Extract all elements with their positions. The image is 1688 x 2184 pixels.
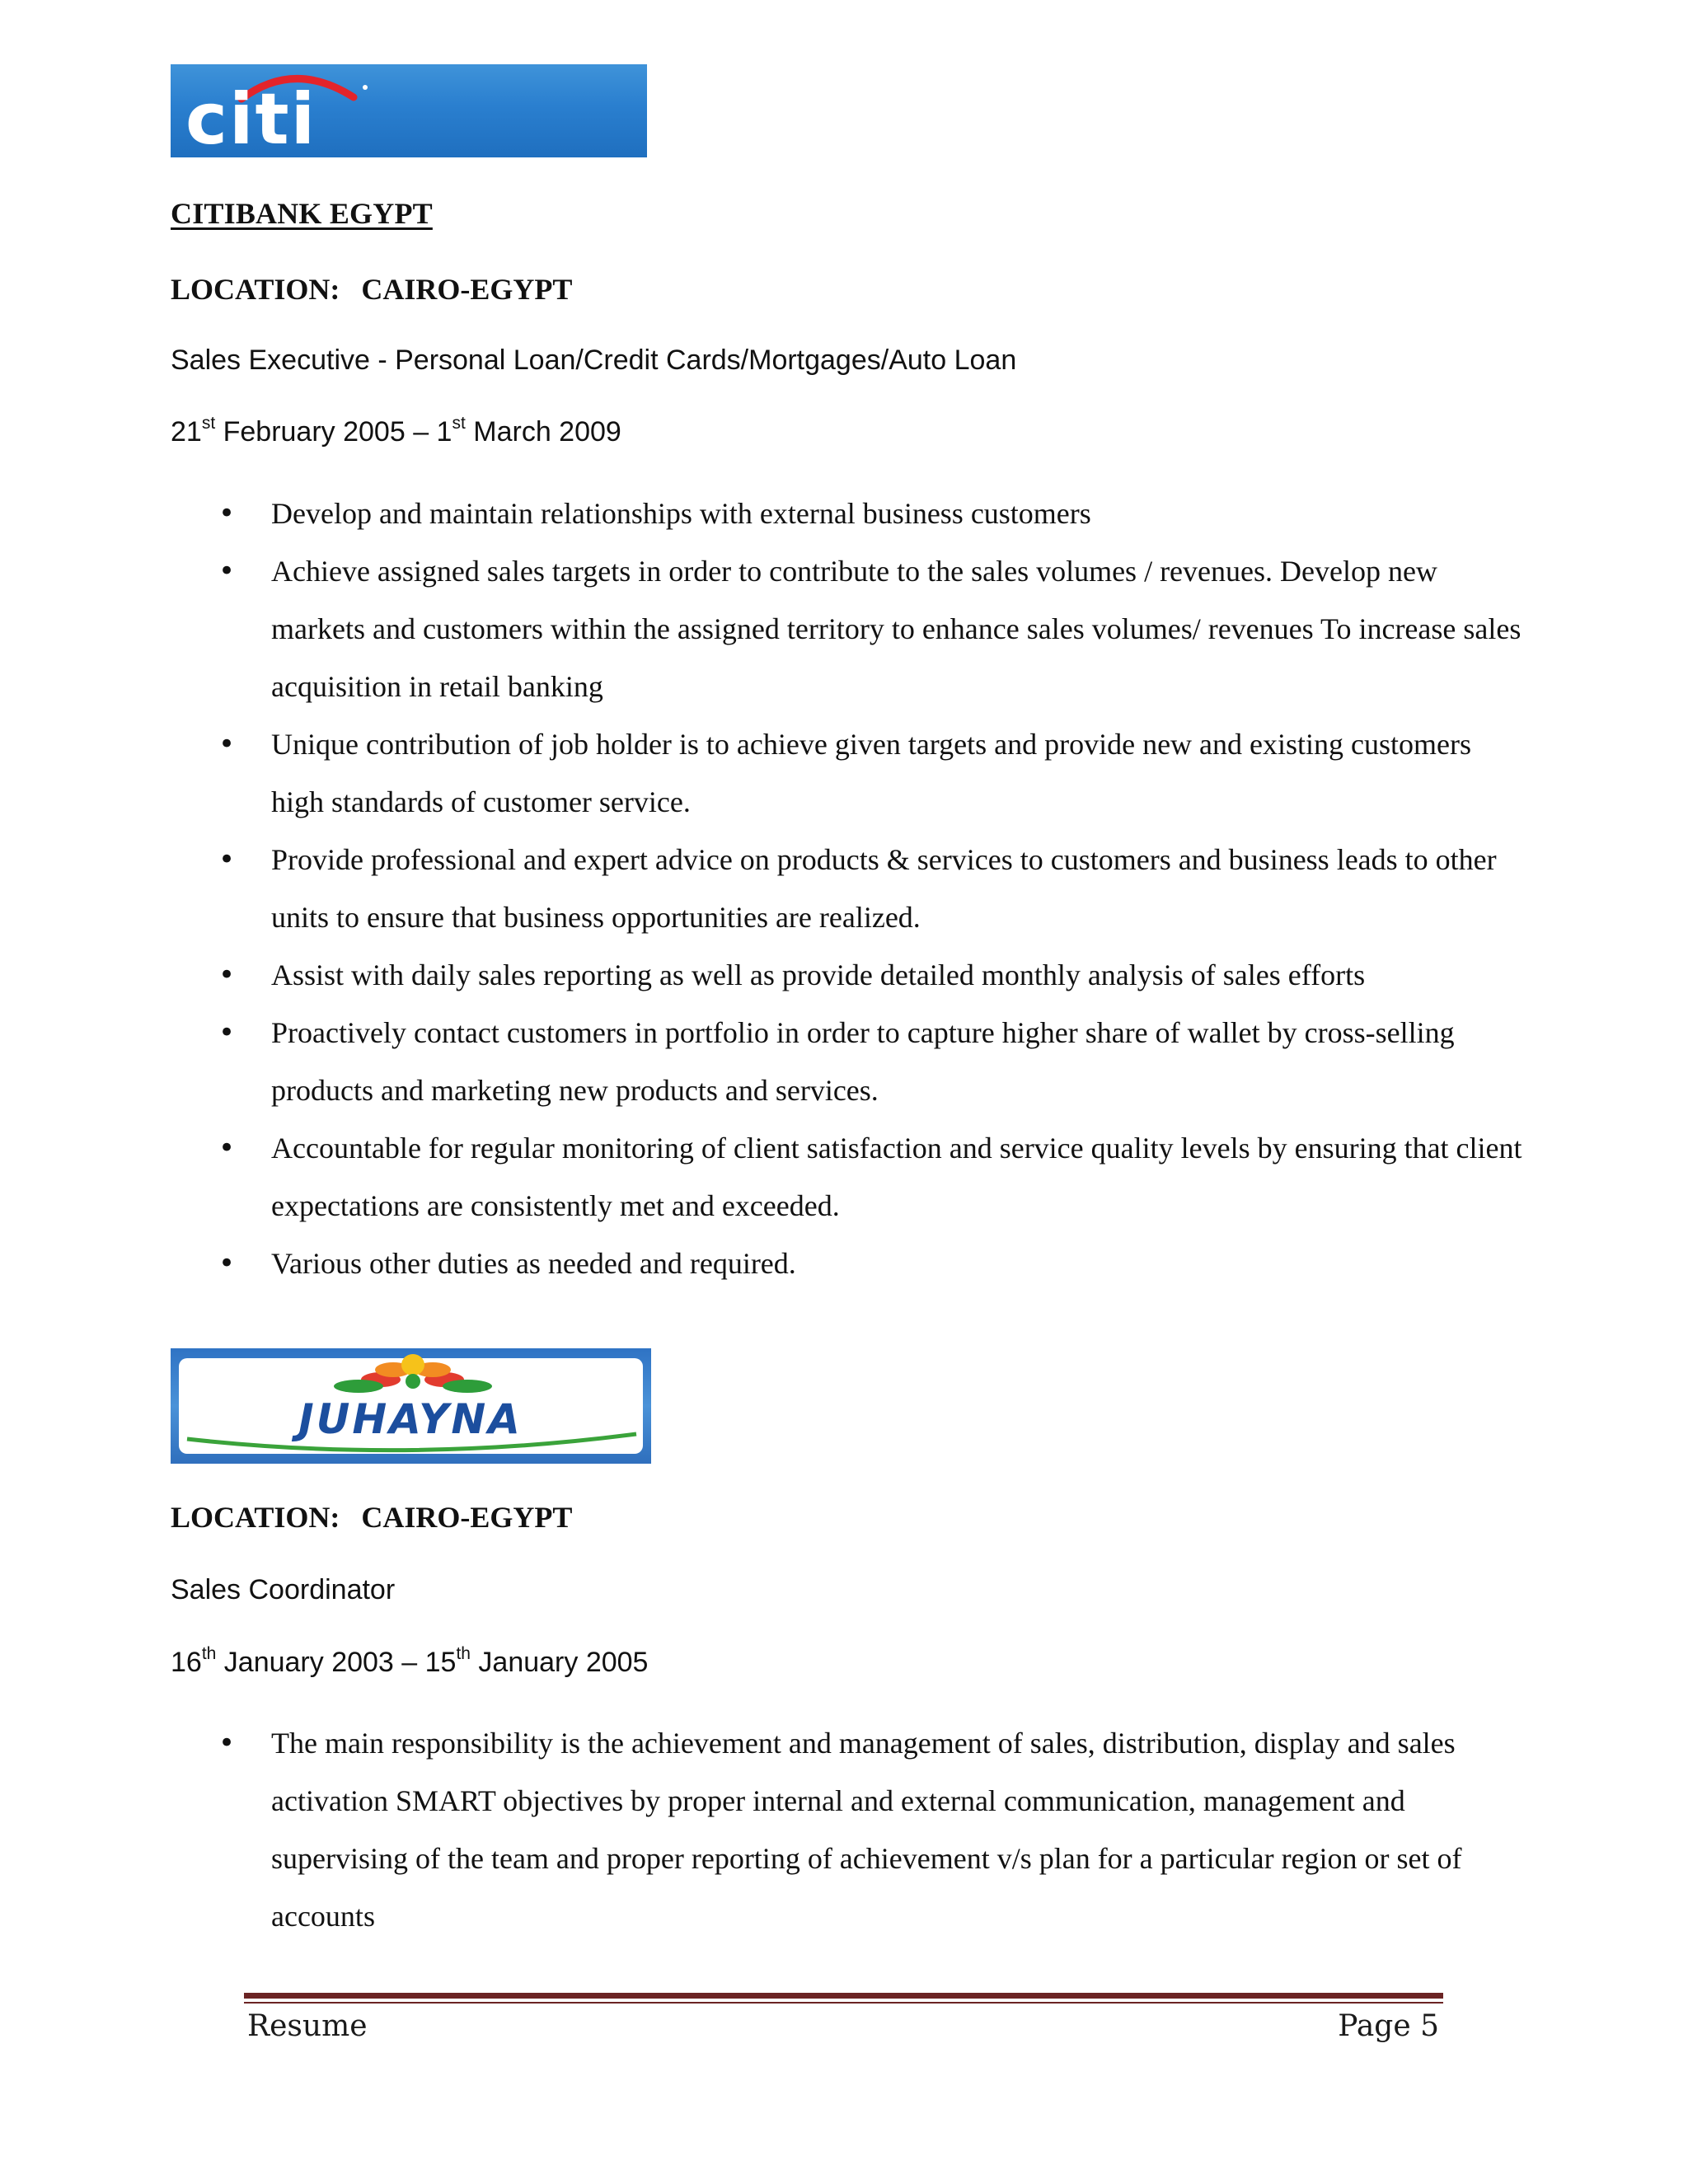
- citi-wordmark: citi: [185, 78, 317, 157]
- job-title-juhayna: Sales Coordinator: [171, 1574, 396, 1605]
- date-start-suffix: th: [201, 1644, 217, 1663]
- list-item: • Achieve assigned sales targets in order to contribute to the sales volumes / revenues. Develop new markets and customers within the assigned territory to enhance sales volumes/ revenues To increase sales acquisition in retail banking: [171, 542, 1522, 715]
- list-item: • Various other duties as needed and required.: [171, 1235, 1522, 1292]
- list-item: • Unique contribution of job holder is to achieve given targets and provide new and existing customers high standards of customer service.: [171, 715, 1522, 831]
- footer-divider-thin: [244, 2002, 1443, 2004]
- date-start-day: 21: [171, 416, 202, 448]
- date-start-suffix: st: [201, 414, 216, 433]
- location-label: LOCATION:: [171, 273, 340, 306]
- juhayna-logo: [171, 1348, 651, 1464]
- date-start-day: 16: [171, 1647, 202, 1678]
- juhayna-wordmark: JUHAYNA: [298, 1395, 523, 1443]
- list-item: • Proactively contact customers in portfolio in order to capture higher share of wallet by cross-selling products and marketing new products and services.: [171, 1004, 1522, 1119]
- company-name-citibank: CITIBANK EGYPT: [171, 197, 433, 230]
- location-value: CAIRO-EGYPT: [361, 1501, 573, 1534]
- list-item: • Develop and maintain relationships with external business customers: [171, 485, 1522, 542]
- date-end-suffix: th: [456, 1644, 471, 1663]
- date-end-suffix: st: [452, 414, 466, 433]
- location-citibank: [171, 272, 572, 307]
- date-range-juhayna: [171, 1644, 649, 1679]
- footer-page-number: Page 5: [1338, 2009, 1439, 2043]
- footer-divider: [244, 1993, 1443, 1999]
- job-title-citibank: Sales Executive - Personal Loan/Credit Cards/Mortgages/Auto Loan: [171, 344, 1017, 376]
- list-item: • Accountable for regular monitoring of client satisfaction and service quality levels by ensuring that client expectations are consistently met and exceeded.: [171, 1119, 1522, 1235]
- list-item: • The main responsibility is the achievement and management of sales, distribution, display and sales activation SMART objectives by proper internal and external communication, management and supervising of the team and proper reporting of achievement v/s plan for a particular region or set of accounts: [171, 1714, 1522, 1945]
- footer-document-label: Resume: [247, 2009, 368, 2043]
- juhayna-logo-graphic: [171, 1348, 651, 1464]
- location-label: LOCATION:: [171, 1501, 340, 1534]
- date-end-rest: January 2005: [470, 1647, 649, 1678]
- location-juhayna: [171, 1500, 572, 1535]
- responsibilities-list-citibank: [171, 485, 1522, 1292]
- citi-logo-graphic: [171, 64, 647, 157]
- citi-registered-mark: [363, 85, 368, 90]
- date-range-citibank: [171, 416, 621, 448]
- citi-logo: [171, 64, 647, 157]
- date-start-rest: February 2005 – 1: [215, 416, 452, 448]
- date-end-rest: March 2009: [465, 416, 621, 448]
- location-value: CAIRO-EGYPT: [361, 273, 573, 306]
- list-item: • Provide professional and expert advice on products & services to customers and business leads to other units to ensure that business opportunities are realized.: [171, 831, 1522, 946]
- list-item: • Assist with daily sales reporting as well as provide detailed monthly analysis of sales efforts: [171, 946, 1522, 1004]
- date-start-rest: January 2003 – 15: [216, 1647, 457, 1678]
- responsibilities-list-juhayna: [171, 1714, 1522, 1945]
